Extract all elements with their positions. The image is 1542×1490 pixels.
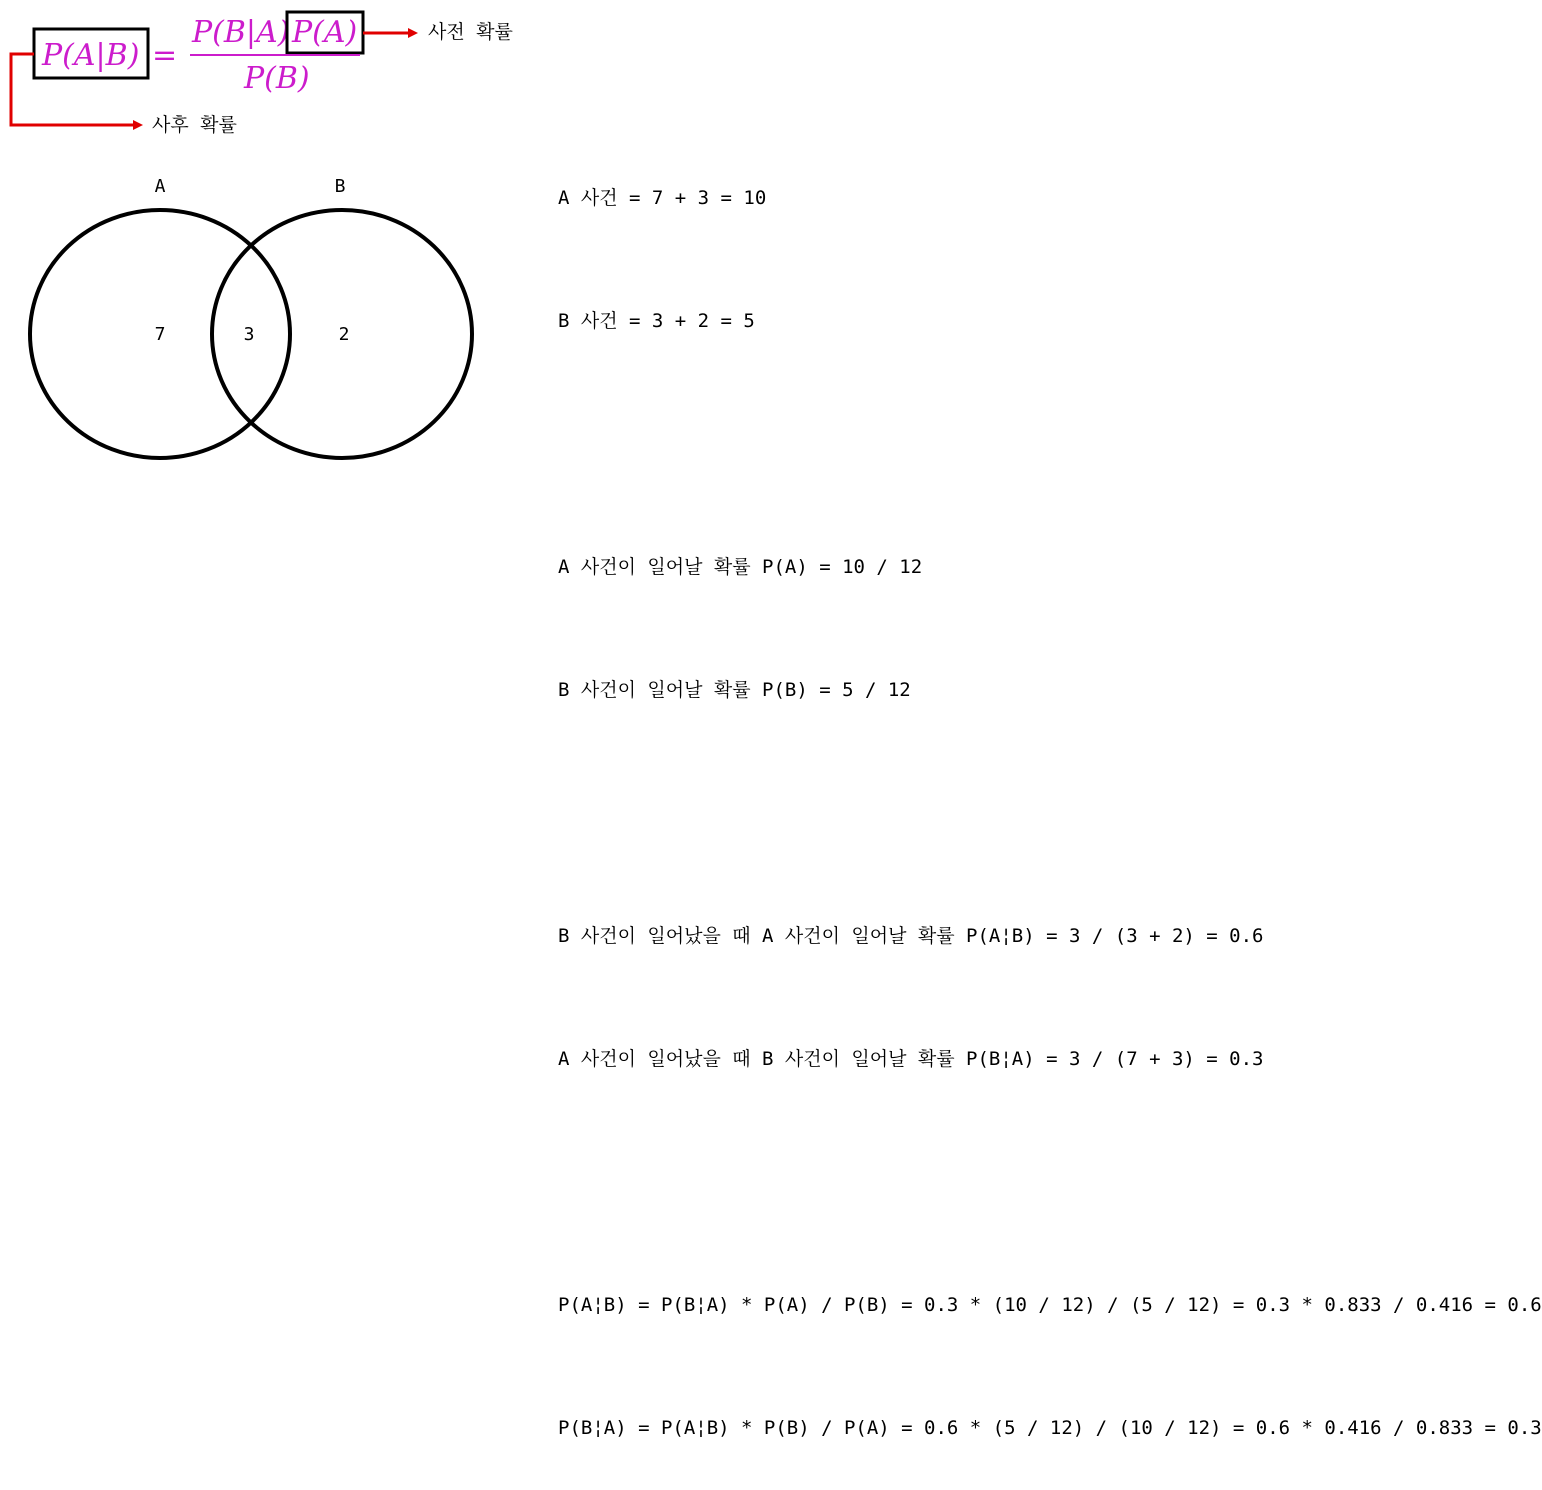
arrow-head-icon: [408, 28, 418, 38]
bayes-a-given-b-line: P(A¦B) = P(B¦A) * P(A) / P(B) = 0.3 * (10 / 12) / (5 / 12) = 0.3 * 0.833 / 0.416 = 0.6: [558, 1294, 1542, 1316]
bayes-b-given-a-line: P(B¦A) = P(A¦B) * P(B) / P(A) = 0.6 * (5 / 12) / (10 / 12) = 0.6 * 0.416 / 0.833 = 0.3: [558, 1417, 1542, 1439]
formula-numerator-right: P(A): [292, 15, 358, 50]
formula-lhs: P(A|B): [42, 38, 140, 73]
venn-label-a: A: [154, 176, 166, 197]
prior-arrow: [363, 28, 418, 38]
posterior-label: 사후 확률: [152, 114, 237, 136]
formula-equals: =: [152, 38, 178, 73]
bayes-formula: [34, 12, 363, 96]
prob-a-line: A 사건이 일어날 확률 P(A) = 10 / 12: [558, 556, 923, 578]
venn-label-b: B: [334, 176, 346, 197]
venn-only-b-count: 2: [338, 324, 350, 345]
venn-intersection-count: 3: [243, 324, 255, 345]
cond-b-given-a-line: A 사건이 일어났을 때 B 사건이 일어날 확률 P(B¦A) = 3 / (7 + 3) = 0.3: [558, 1048, 1264, 1070]
venn-only-a-count: 7: [154, 324, 166, 345]
count-b-line: B 사건 = 3 + 2 = 5: [558, 310, 755, 332]
venn-diagram: [30, 176, 472, 458]
formula-denominator: P(B): [244, 61, 310, 96]
count-a-line: A 사건 = 7 + 3 = 10: [558, 187, 767, 209]
cond-a-given-b-line: B 사건이 일어났을 때 A 사건이 일어날 확률 P(A¦B) = 3 / (3 + 2) = 0.6: [558, 925, 1264, 947]
prob-b-line: B 사건이 일어날 확률 P(B) = 5 / 12: [558, 679, 911, 701]
arrow-head-icon: [133, 120, 143, 130]
formula-numerator-left: P(B|A): [192, 15, 290, 50]
calculation-lines: [558, 96, 1542, 1490]
prior-label: 사전 확률: [428, 21, 513, 43]
